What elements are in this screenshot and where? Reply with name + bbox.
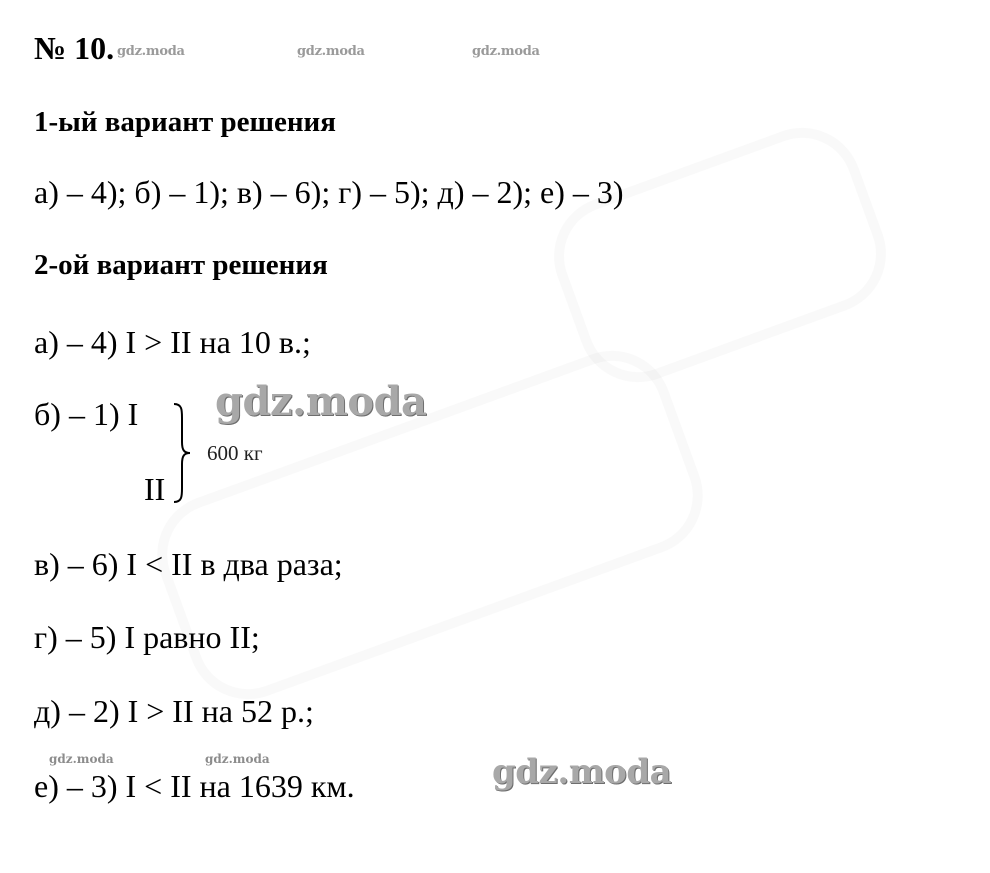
- answer-line-b-second: II: [144, 471, 166, 507]
- answer-line-e: е) – 3) I < II на 1639 км.: [34, 768, 355, 804]
- answer-line-g: г) – 5) I равно II;: [34, 619, 260, 655]
- variant-1-answer-line: а) – 4); б) – 1); в) – 6); г) – 5); д) – 2); е) – 3): [34, 174, 624, 210]
- variant-2-heading: 2-ой вариант решения: [34, 249, 328, 281]
- watermark-small: gdz.moda: [472, 44, 540, 59]
- watermark-small: gdz.moda: [297, 44, 365, 59]
- answer-line-v: в) – 6) I < II в два раза;: [34, 546, 343, 582]
- variant-1-heading: 1-ый вариант решения: [34, 106, 336, 138]
- answer-line-b: б) – 1) I: [34, 396, 139, 432]
- watermark-small: gdz.moda: [49, 752, 114, 766]
- watermark-small: gdz.moda: [205, 752, 270, 766]
- problem-number-title: № 10.: [34, 30, 115, 66]
- answer-line-a: а) – 4) I > II на 10 в.;: [34, 324, 311, 360]
- answer-line-d: д) – 2) I > II на 52 р.;: [34, 693, 314, 729]
- watermark-large: gdz.moda: [492, 752, 672, 792]
- watermark-large: gdz.moda: [215, 378, 427, 425]
- curly-brace-icon: [170, 402, 194, 504]
- watermark-small: gdz.moda: [117, 44, 185, 59]
- brace-label: 600 кг: [207, 441, 263, 465]
